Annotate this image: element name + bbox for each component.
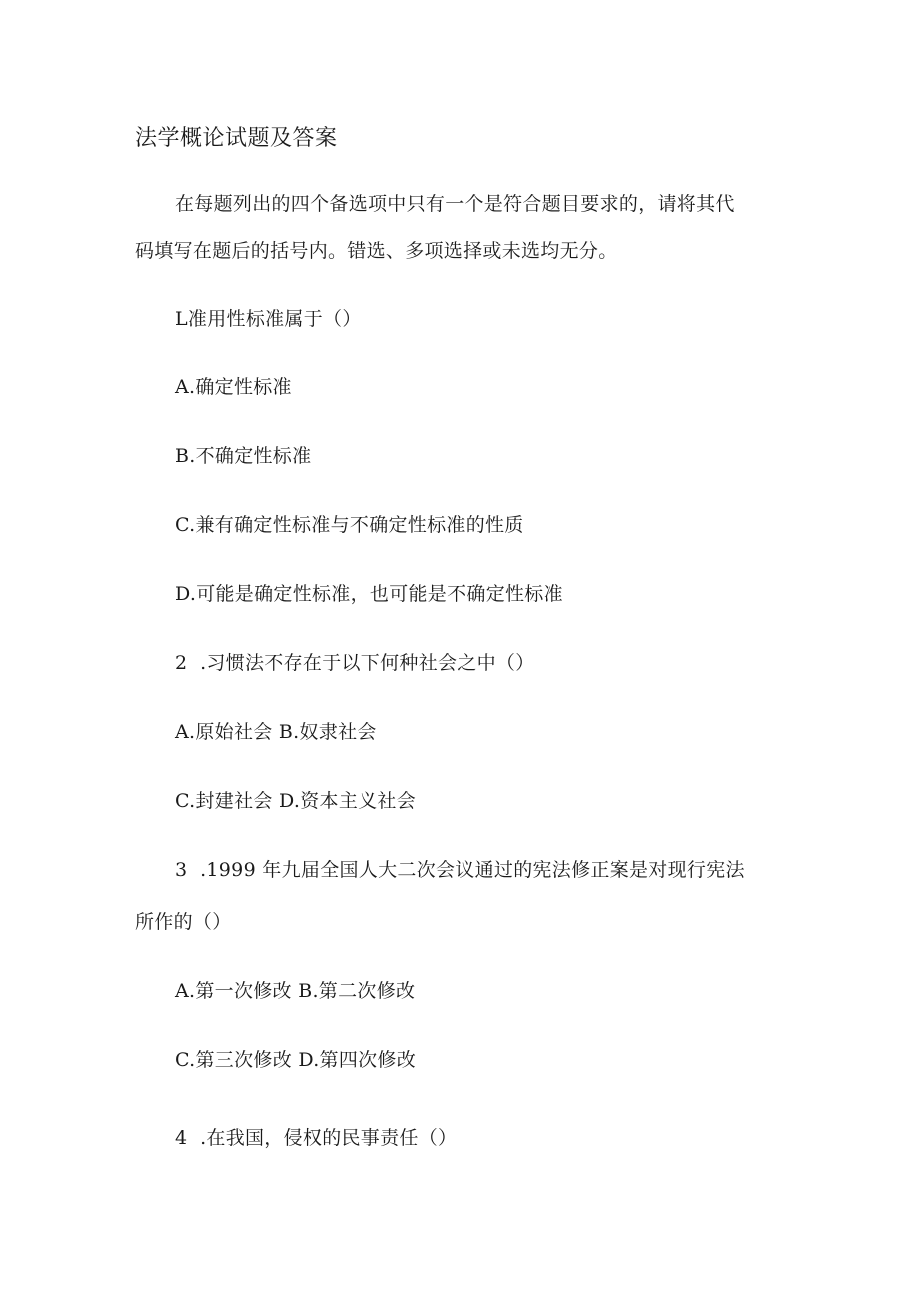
question-1-option-c: C.兼有确定性标准与不确定性标准的性质 bbox=[175, 514, 524, 536]
question-1-stem: L准用性标准属于（） bbox=[175, 308, 362, 330]
question-4-stem: 4 .在我国，侵权的民事责任（） bbox=[175, 1127, 458, 1149]
question-3-stem-line-1: 3 .1999 年九届全国人大二次会议通过的宪法修正案是对现行宪法 bbox=[175, 859, 745, 881]
question-1-option-a: A.确定性标准 bbox=[175, 376, 292, 398]
question-3-stem-line-2: 所作的（） bbox=[135, 911, 232, 933]
question-2-options-cd: C.封建社会 D.资本主义社会 bbox=[175, 790, 417, 812]
question-2-options-ab: A.原始社会 B.奴隶社会 bbox=[175, 721, 377, 743]
question-1-option-d: D.可能是确定性标准，也可能是不确定性标准 bbox=[175, 583, 563, 605]
question-3-options-cd: C.第三次修改 D.第四次修改 bbox=[175, 1049, 417, 1071]
question-3-options-ab: A.第一次修改 B.第二次修改 bbox=[175, 980, 416, 1002]
instructions-line-2: 码填写在题后的括号内。错选、多项选择或未选均无分。 bbox=[135, 240, 618, 262]
question-1-option-b: B.不确定性标准 bbox=[175, 445, 312, 467]
document-title: 法学概论试题及答案 bbox=[135, 126, 338, 151]
instructions-line-1: 在每题列出的四个备选项中只有一个是符合题目要求的，请将其代 bbox=[175, 193, 735, 215]
question-2-stem: 2 .习惯法不存在于以下何种社会之中（） bbox=[175, 652, 535, 674]
